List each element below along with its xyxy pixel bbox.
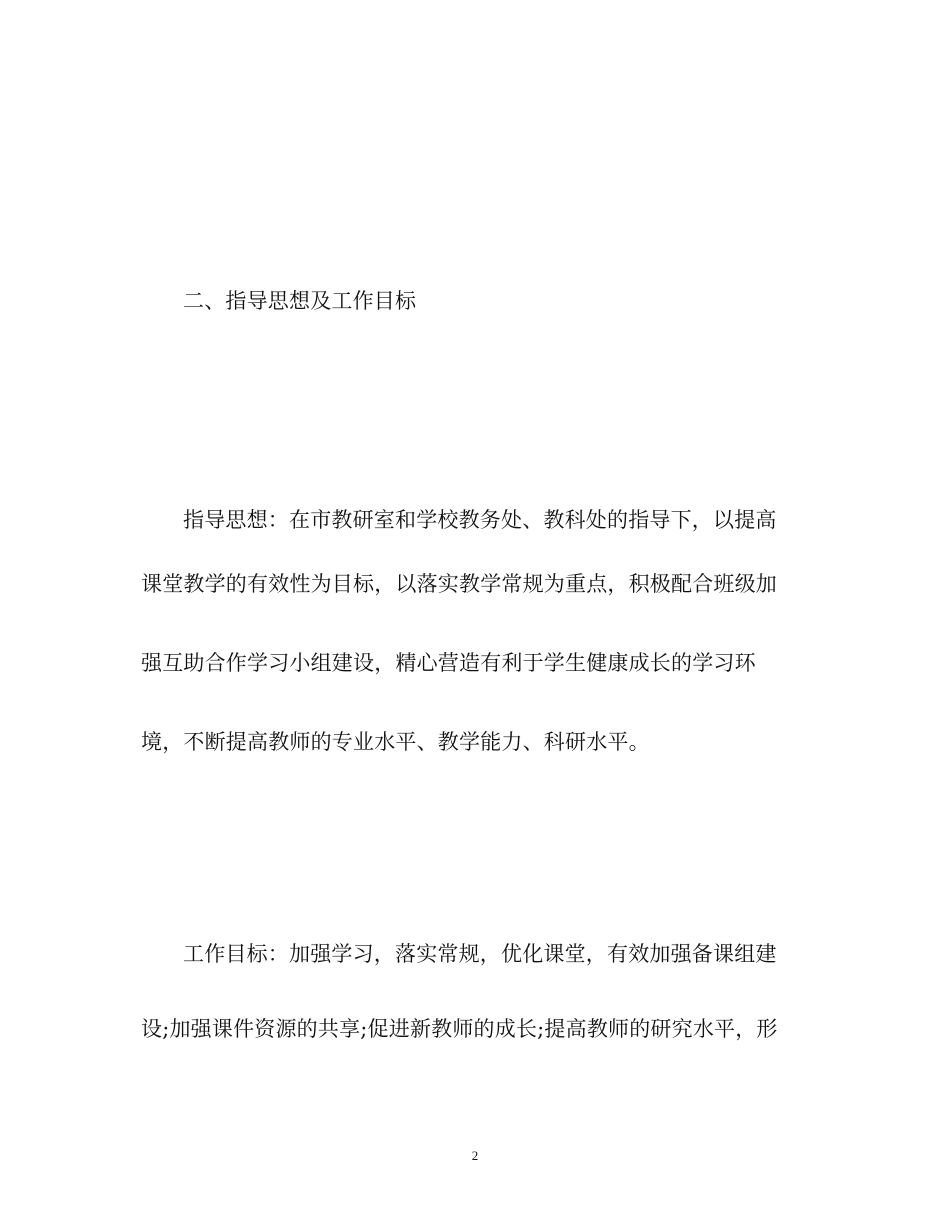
paragraph-line: 工作目标：加强学习，落实常规，优化课堂，有效加强备课组建 (183, 942, 777, 966)
paragraph-line: 强互助合作学习小组建设，精心营造有利于学生健康成长的学习环 (141, 651, 756, 675)
paragraph-line: 指导思想：在市教研室和学校教务处、教科处的指导下，以提高 (183, 508, 777, 532)
paragraph-line: 境，不断提高教师的专业水平、教学能力、科研水平。 (141, 730, 650, 754)
paragraph-line: 设;加强课件资源的共享;促进新教师的成长;提高教师的研究水平，形 (141, 1017, 778, 1041)
section-heading: 二、指导思想及工作目标 (183, 289, 417, 313)
paragraph-line: 课堂教学的有效性为目标，以落实教学常规为重点，积极配合班级加 (141, 572, 777, 596)
page-number: 2 (471, 1148, 479, 1163)
